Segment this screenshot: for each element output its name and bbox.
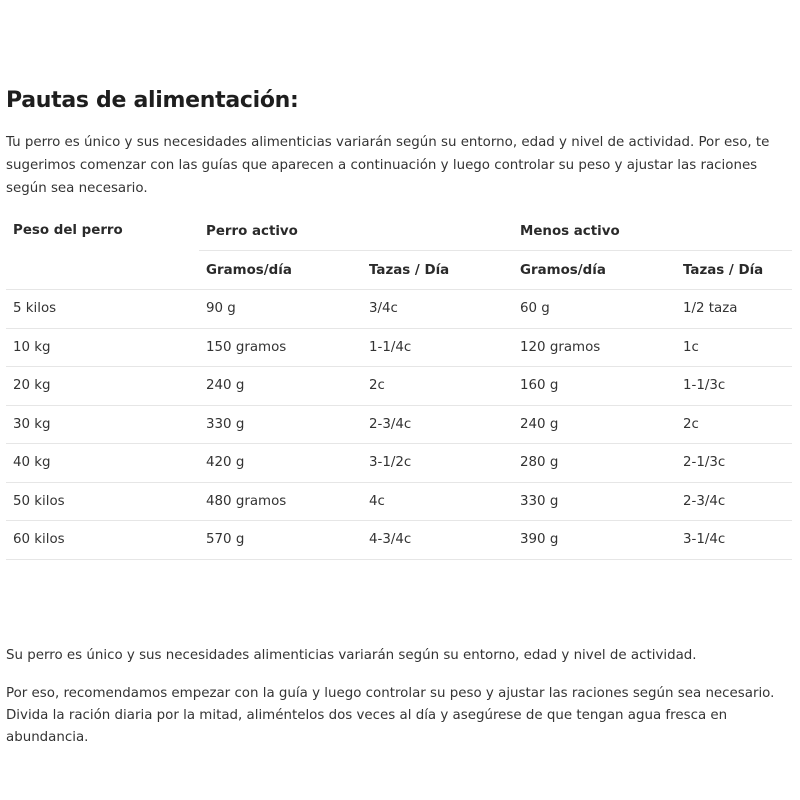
- cell-active-grams: 420 g: [199, 444, 362, 483]
- cell-weight: 40 kg: [6, 444, 199, 483]
- header-active-grams: Gramos/día: [199, 251, 362, 290]
- header-less-active: Menos activo: [513, 212, 792, 251]
- cell-less-grams: 60 g: [513, 290, 676, 329]
- cell-active-grams: 570 g: [199, 521, 362, 560]
- header-active-cups: Tazas / Día: [362, 251, 513, 290]
- cell-weight: 30 kg: [6, 405, 199, 444]
- cell-active-cups: 2c: [362, 367, 513, 406]
- header-weight: Peso del perro: [6, 212, 199, 290]
- cell-less-grams: 280 g: [513, 444, 676, 483]
- intro-paragraph: Tu perro es único y sus necesidades alimenticias variarán según su entorno, edad y nivel de actividad. Por eso, te sugerimos comenzar con las guías que aparecen a continuación y luego controlar su peso y ajustar las raciones según sea necesario.: [6, 135, 770, 196]
- header-less-grams: Gramos/día: [513, 251, 676, 290]
- cell-less-cups: 2c: [676, 405, 792, 444]
- table-row: [6, 328, 792, 367]
- cell-less-grams: 390 g: [513, 521, 676, 560]
- cell-active-grams: 150 gramos: [199, 328, 362, 367]
- cell-less-cups: 1c: [676, 328, 792, 367]
- cell-less-cups: 3-1/4c: [676, 521, 792, 560]
- table-row: [6, 444, 792, 483]
- cell-weight: 10 kg: [6, 328, 199, 367]
- header-less-cups: Tazas / Día: [676, 251, 792, 290]
- cell-active-cups: 1-1/4c: [362, 328, 513, 367]
- outro-paragraph-1: Su perro es único y sus necesidades alimenticias variarán según su entorno, edad y nivel de actividad.: [6, 648, 697, 663]
- cell-less-cups: 1-1/3c: [676, 367, 792, 406]
- table-row: [6, 521, 792, 560]
- cell-less-grams: 120 gramos: [513, 328, 676, 367]
- cell-active-cups: 4-3/4c: [362, 521, 513, 560]
- cell-active-grams: 90 g: [199, 290, 362, 329]
- cell-active-cups: 3/4c: [362, 290, 513, 329]
- cell-weight: 60 kilos: [6, 521, 199, 560]
- cell-less-cups: 1/2 taza: [676, 290, 792, 329]
- cell-active-grams: 330 g: [199, 405, 362, 444]
- cell-active-grams: 240 g: [199, 367, 362, 406]
- cell-active-cups: 3-1/2c: [362, 444, 513, 483]
- cell-less-grams: 240 g: [513, 405, 676, 444]
- cell-active-grams: 480 gramos: [199, 482, 362, 521]
- cell-active-cups: 4c: [362, 482, 513, 521]
- cell-less-cups: 2-3/4c: [676, 482, 792, 521]
- cell-less-grams: 330 g: [513, 482, 676, 521]
- cell-weight: 50 kilos: [6, 482, 199, 521]
- cell-less-cups: 2-1/3c: [676, 444, 792, 483]
- table-row: [6, 482, 792, 521]
- cell-active-cups: 2-3/4c: [362, 405, 513, 444]
- header-active-dog: Perro activo: [199, 212, 513, 251]
- feeding-table: [6, 212, 792, 560]
- table-row: [6, 367, 792, 406]
- table-row: [6, 290, 792, 329]
- cell-weight: 20 kg: [6, 367, 199, 406]
- table-row: [6, 405, 792, 444]
- outro-paragraph-2: Por eso, recomendamos empezar con la guía y luego controlar su peso y ajustar las raciones según sea necesario. Divida la ración diaria por la mitad, aliméntelos dos veces al día y asegúrese de que tengan agua fresca en abundancia.: [6, 686, 775, 745]
- cell-less-grams: 160 g: [513, 367, 676, 406]
- page-title: Pautas de alimentación:: [6, 88, 299, 113]
- table-header-row-groups: [6, 212, 792, 251]
- cell-weight: 5 kilos: [6, 290, 199, 329]
